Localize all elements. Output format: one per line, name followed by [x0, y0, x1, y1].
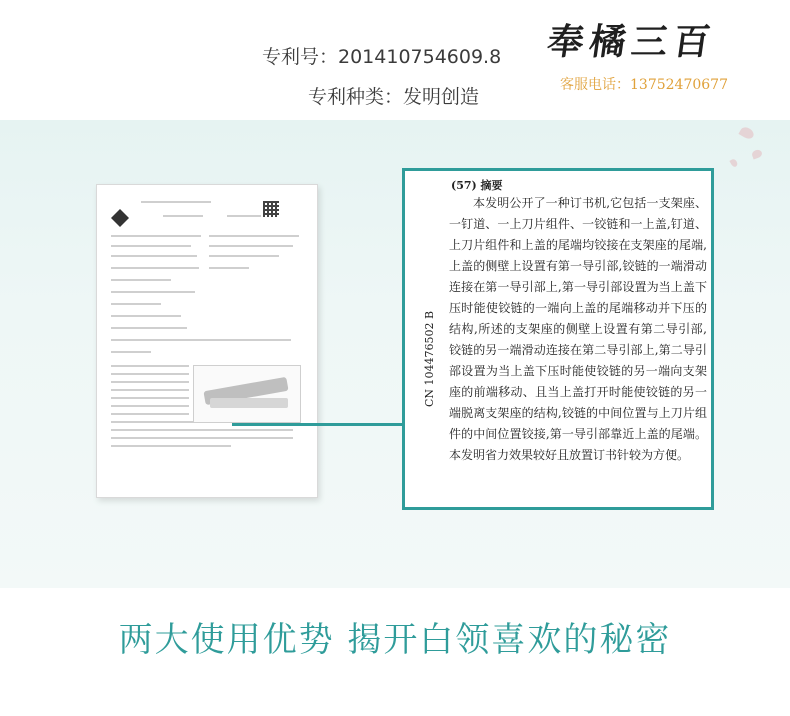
doc-text-line: [111, 315, 181, 317]
doc-text-line: [111, 405, 189, 407]
doc-text-line: [111, 389, 189, 391]
doc-text-line: [111, 339, 291, 341]
slogan-heading: 两大使用优势 揭开白领喜欢的秘密: [118, 620, 672, 660]
doc-text-line: [111, 381, 189, 383]
callout-connector: [232, 423, 402, 426]
doc-text-line: [209, 267, 249, 269]
doc-text-line: [111, 235, 201, 237]
brand-logo: [544, 14, 728, 94]
doc-text-line: [111, 303, 161, 305]
doc-text-line: [111, 429, 293, 431]
petal-decoration: [729, 158, 738, 168]
stapler-base: [210, 398, 288, 408]
doc-text-line: [111, 245, 191, 247]
doc-text-line: [111, 279, 171, 281]
doc-text-line: [111, 373, 189, 375]
abstract-text: 本发明公开了一种订书机,它包括一支架座、一钉道、一上刀片组件、一铰链和一上盖,钉道、上刀片组件和上盖的尾端均铰接在支架座的尾端,上盖的侧壁上设置有第一导引部,铰链的一端滑动连接在第一导引部上,第一导引部设置为当上盖下压时能使铰链的一端向上盖的尾端移动并下压的结构,所述的支架座的侧壁上设置有第二导引部,铰链的另一端滑动连接在第二导引部上,第二导引部设置为当上盖下压时能使铰链的另一端向支架座的前端移动、且当上盖打开时能使铰链的另一端脱离支架座的结构,铰链的中间位置与上刀片组件的中间位置铰接,第一导引部靠近上盖的尾端。本发明省力效果较好且放置订书针较为方便。: [449, 196, 707, 462]
brand-service-phone: 客服电话：13752470677: [560, 77, 728, 93]
qr-code-icon: [263, 201, 279, 217]
doc-text-line: [111, 255, 197, 257]
petal-decoration: [751, 149, 763, 160]
patent-document-image: [96, 184, 318, 498]
patent-type: 专利种类：发明创造: [308, 86, 480, 108]
doc-text-line: [141, 201, 211, 203]
doc-text-line: [111, 351, 151, 353]
doc-text-line: [111, 413, 189, 415]
abstract-title: (57) 摘要: [451, 179, 503, 192]
doc-text-line: [111, 291, 195, 293]
doc-text-line: [111, 267, 199, 269]
doc-text-line: [111, 365, 189, 367]
doc-text-line: [227, 215, 261, 217]
petal-decoration: [738, 125, 755, 141]
doc-text-line: [111, 445, 231, 447]
header: [0, 0, 790, 120]
doc-text-line: [209, 255, 279, 257]
doc-text-line: [209, 245, 293, 247]
doc-text-line: [111, 437, 293, 439]
doc-text-line: [111, 397, 189, 399]
abstract-callout: [402, 168, 714, 510]
patent-office-logo-icon: [111, 209, 129, 227]
brand-name: 奉橘三百: [544, 21, 719, 63]
doc-text-line: [111, 327, 187, 329]
stapler-drawing: [193, 365, 301, 423]
doc-text-line: [209, 235, 299, 237]
doc-text-line: [163, 215, 203, 217]
patent-number: 专利号：201410754609.8: [262, 46, 502, 68]
publication-number: CN 104476502 B: [423, 310, 436, 407]
